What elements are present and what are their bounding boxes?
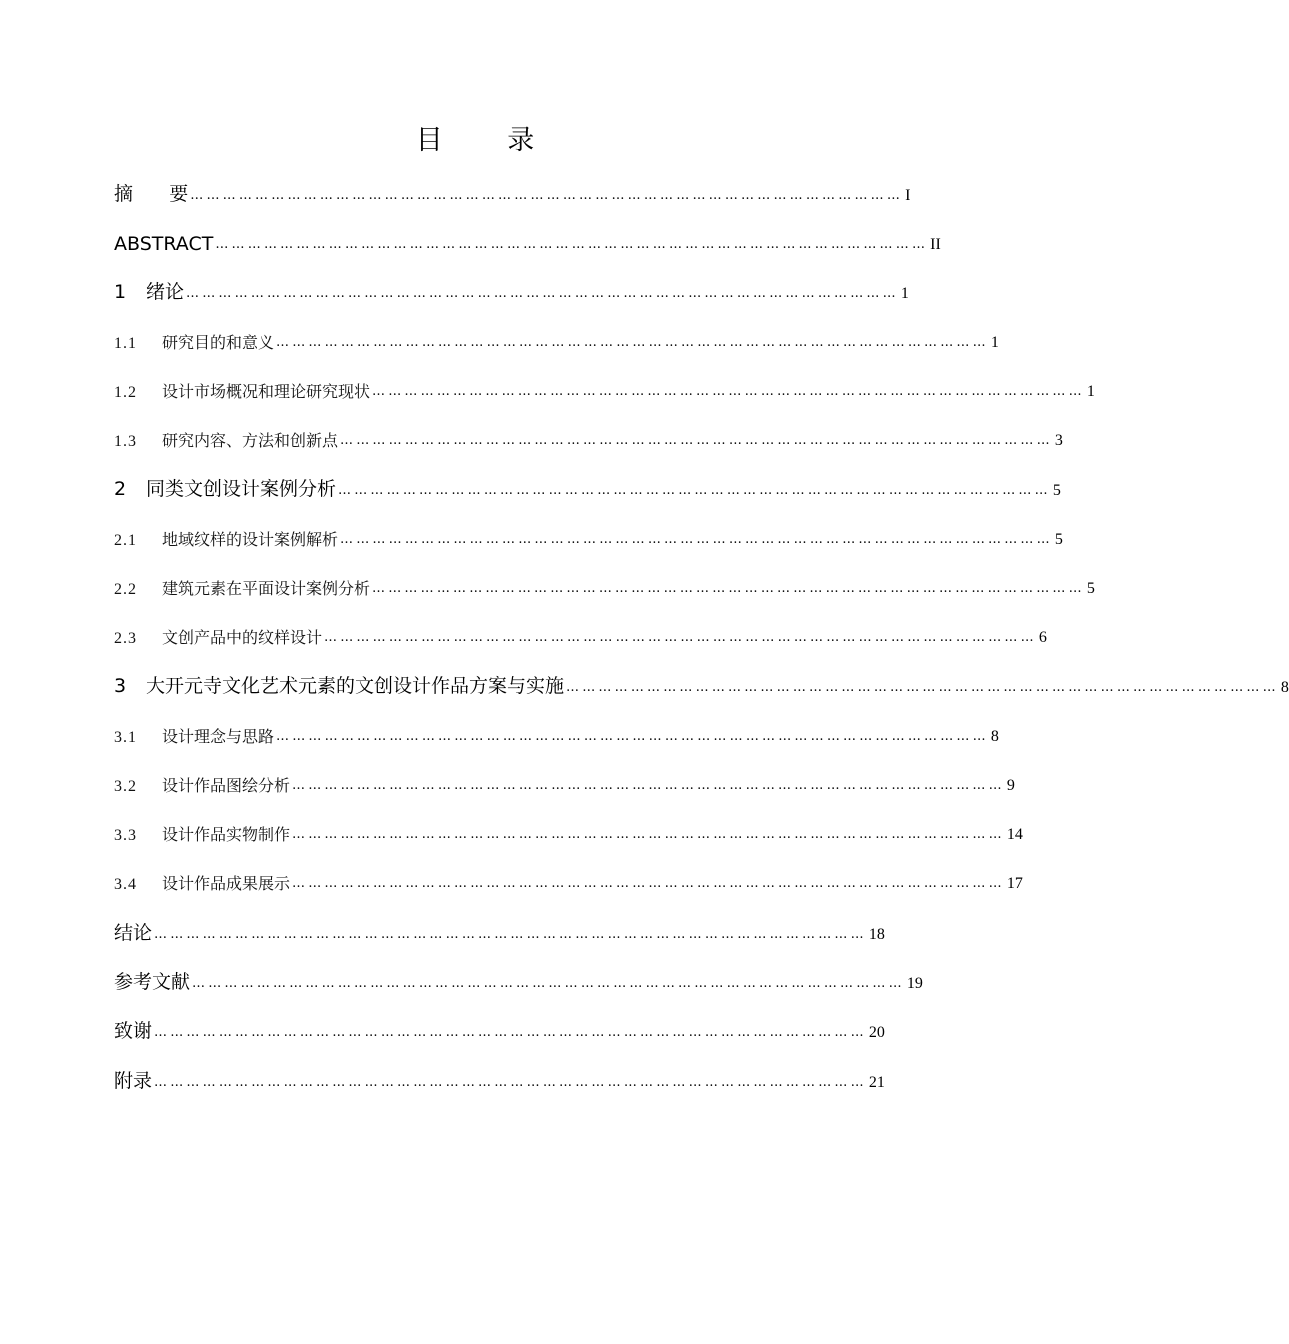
toc-entry-chapter-2[interactable] [114,471,1061,501]
toc-entry-section-3-1[interactable] [114,717,999,747]
toc-entry-section-3-4[interactable] [114,864,1023,894]
toc-entry-page: 5 [1054,531,1063,548]
toc-entry-number: 3.3 [114,827,137,844]
toc-entry-title: 附录 [114,1070,153,1092]
toc-entry-chapter-3[interactable] [114,668,1289,698]
toc-entry-page: 5 [1052,482,1061,499]
toc-entry-references[interactable] [114,964,923,994]
toc-entry-title: 研究内容、方法和创新点 [162,431,339,450]
toc-entry-page: 21 [868,1074,885,1091]
toc-entry-page: 8 [1280,679,1289,696]
dot-leader: …………………………………………………………………………………………………………………… [372,581,1085,596]
toc-entry-title: 地域纹样的设计案例解析 [162,530,339,549]
toc-entry-title: 大开元寺文化艺术元素的文创设计作品方案与实施 [146,675,565,697]
toc-entry-abstract-cn[interactable] [114,176,911,206]
toc-entry-section-3-2[interactable] [114,766,1015,796]
dot-leader: …………………………………………………………………………………………………………………… [186,286,899,301]
toc-entry-conclusion[interactable] [114,915,885,945]
toc-entry-section-3-3[interactable] [114,815,1023,845]
toc-entry-page: 1 [900,285,909,302]
toc-entry-page: 8 [990,728,999,745]
toc-entry-acknowledgements[interactable] [114,1013,885,1043]
toc-entry-number: 3.4 [114,876,137,893]
toc-entry-page: 1 [1086,383,1095,400]
toc-entry-section-2-3[interactable] [114,618,1047,648]
toc-entry-number: 3.1 [114,729,137,746]
toc-entry-number: 1.2 [114,384,137,401]
toc-entry-number: 1 [114,281,127,303]
toc-entry-page: 5 [1086,580,1095,597]
toc-entry-title: 摘 要 [114,183,189,205]
toc-entry-number: 3 [114,675,127,697]
dot-leader: …………………………………………………………………………………………………………………… [276,729,989,744]
dot-leader: …………………………………………………………………………………………………………………… [192,976,905,991]
toc-entry-number: 1.1 [114,335,137,352]
toc-entry-number: 2.3 [114,630,137,647]
dot-leader: …………………………………………………………………………………………………………………… [338,483,1051,498]
toc-entry-page: I [905,187,911,204]
toc-entry-title: 致谢 [114,1020,153,1042]
toc-entry-section-2-2[interactable] [114,569,1095,599]
toc-entry-title: 研究目的和意义 [162,333,275,352]
toc-entry-section-2-1[interactable] [114,520,1063,550]
toc-entry-page: 1 [990,334,999,351]
toc-entry-page: 20 [868,1024,885,1041]
toc-entry-title: 同类文创设计案例分析 [146,478,337,500]
toc-entry-section-1-3[interactable] [114,421,1063,451]
toc-entry-appendix[interactable] [114,1063,885,1093]
dot-leader: …………………………………………………………………………………………………………………… [154,1075,867,1090]
toc-entry-number: 2 [114,478,127,500]
toc-entry-title: 绪论 [146,281,185,303]
toc-entry-title: 设计作品图绘分析 [162,776,291,795]
dot-leader: …………………………………………………………………………………………………………………… [566,680,1279,695]
toc-entry-title: 结论 [114,922,153,944]
toc-entry-page: 18 [868,926,885,943]
toc-entry-page: 3 [1054,432,1063,449]
toc-entry-title: 参考文献 [114,971,191,993]
dot-leader: …………………………………………………………………………………………………………………… [292,876,1005,891]
dot-leader: …………………………………………………………………………………………………………………… [340,433,1053,448]
dot-leader: …………………………………………………………………………………………………………………… [215,237,929,252]
toc-entry-page: 17 [1006,875,1023,892]
toc-entry-abstract-en[interactable] [114,225,941,255]
toc-entry-title: 设计作品实物制作 [162,825,291,844]
toc-entry-section-1-1[interactable] [114,323,999,353]
toc-entry-number: 2.2 [114,581,137,598]
dot-leader: …………………………………………………………………………………………………………………… [292,827,1005,842]
toc-entry-number: 2.1 [114,532,137,549]
dot-leader: …………………………………………………………………………………………………………………… [276,335,989,350]
toc-entry-page: II [930,236,941,253]
toc-entry-section-1-2[interactable] [114,372,1095,402]
toc-entry-page: 6 [1038,629,1047,646]
toc-entry-title: ABSTRACT [114,233,214,255]
dot-leader: …………………………………………………………………………………………………………………… [372,384,1085,399]
dot-leader: …………………………………………………………………………………………………………………… [154,927,867,942]
dot-leader: …………………………………………………………………………………………………………………… [324,630,1037,645]
dot-leader: …………………………………………………………………………………………………………………… [154,1025,867,1040]
toc-entry-chapter-1[interactable] [114,274,909,304]
dot-leader: …………………………………………………………………………………………………………………… [292,778,1005,793]
toc-entry-page: 14 [1006,826,1023,843]
toc-entry-title: 建筑元素在平面设计案例分析 [162,579,371,598]
toc-entry-number: 3.2 [114,778,137,795]
dot-leader: …………………………………………………………………………………………………………………… [340,532,1053,547]
toc-entry-number: 1.3 [114,433,137,450]
toc-entry-page: 19 [906,975,923,992]
toc-entry-title: 设计市场概况和理论研究现状 [162,382,371,401]
toc-entry-title: 文创产品中的纹样设计 [162,628,323,647]
toc-entry-title: 设计作品成果展示 [162,874,291,893]
toc-entry-title: 设计理念与思路 [162,727,275,746]
page-title: 目 录 [415,125,563,156]
toc-entry-page: 9 [1006,777,1015,794]
dot-leader: …………………………………………………………………………………………………………………… [190,188,904,203]
